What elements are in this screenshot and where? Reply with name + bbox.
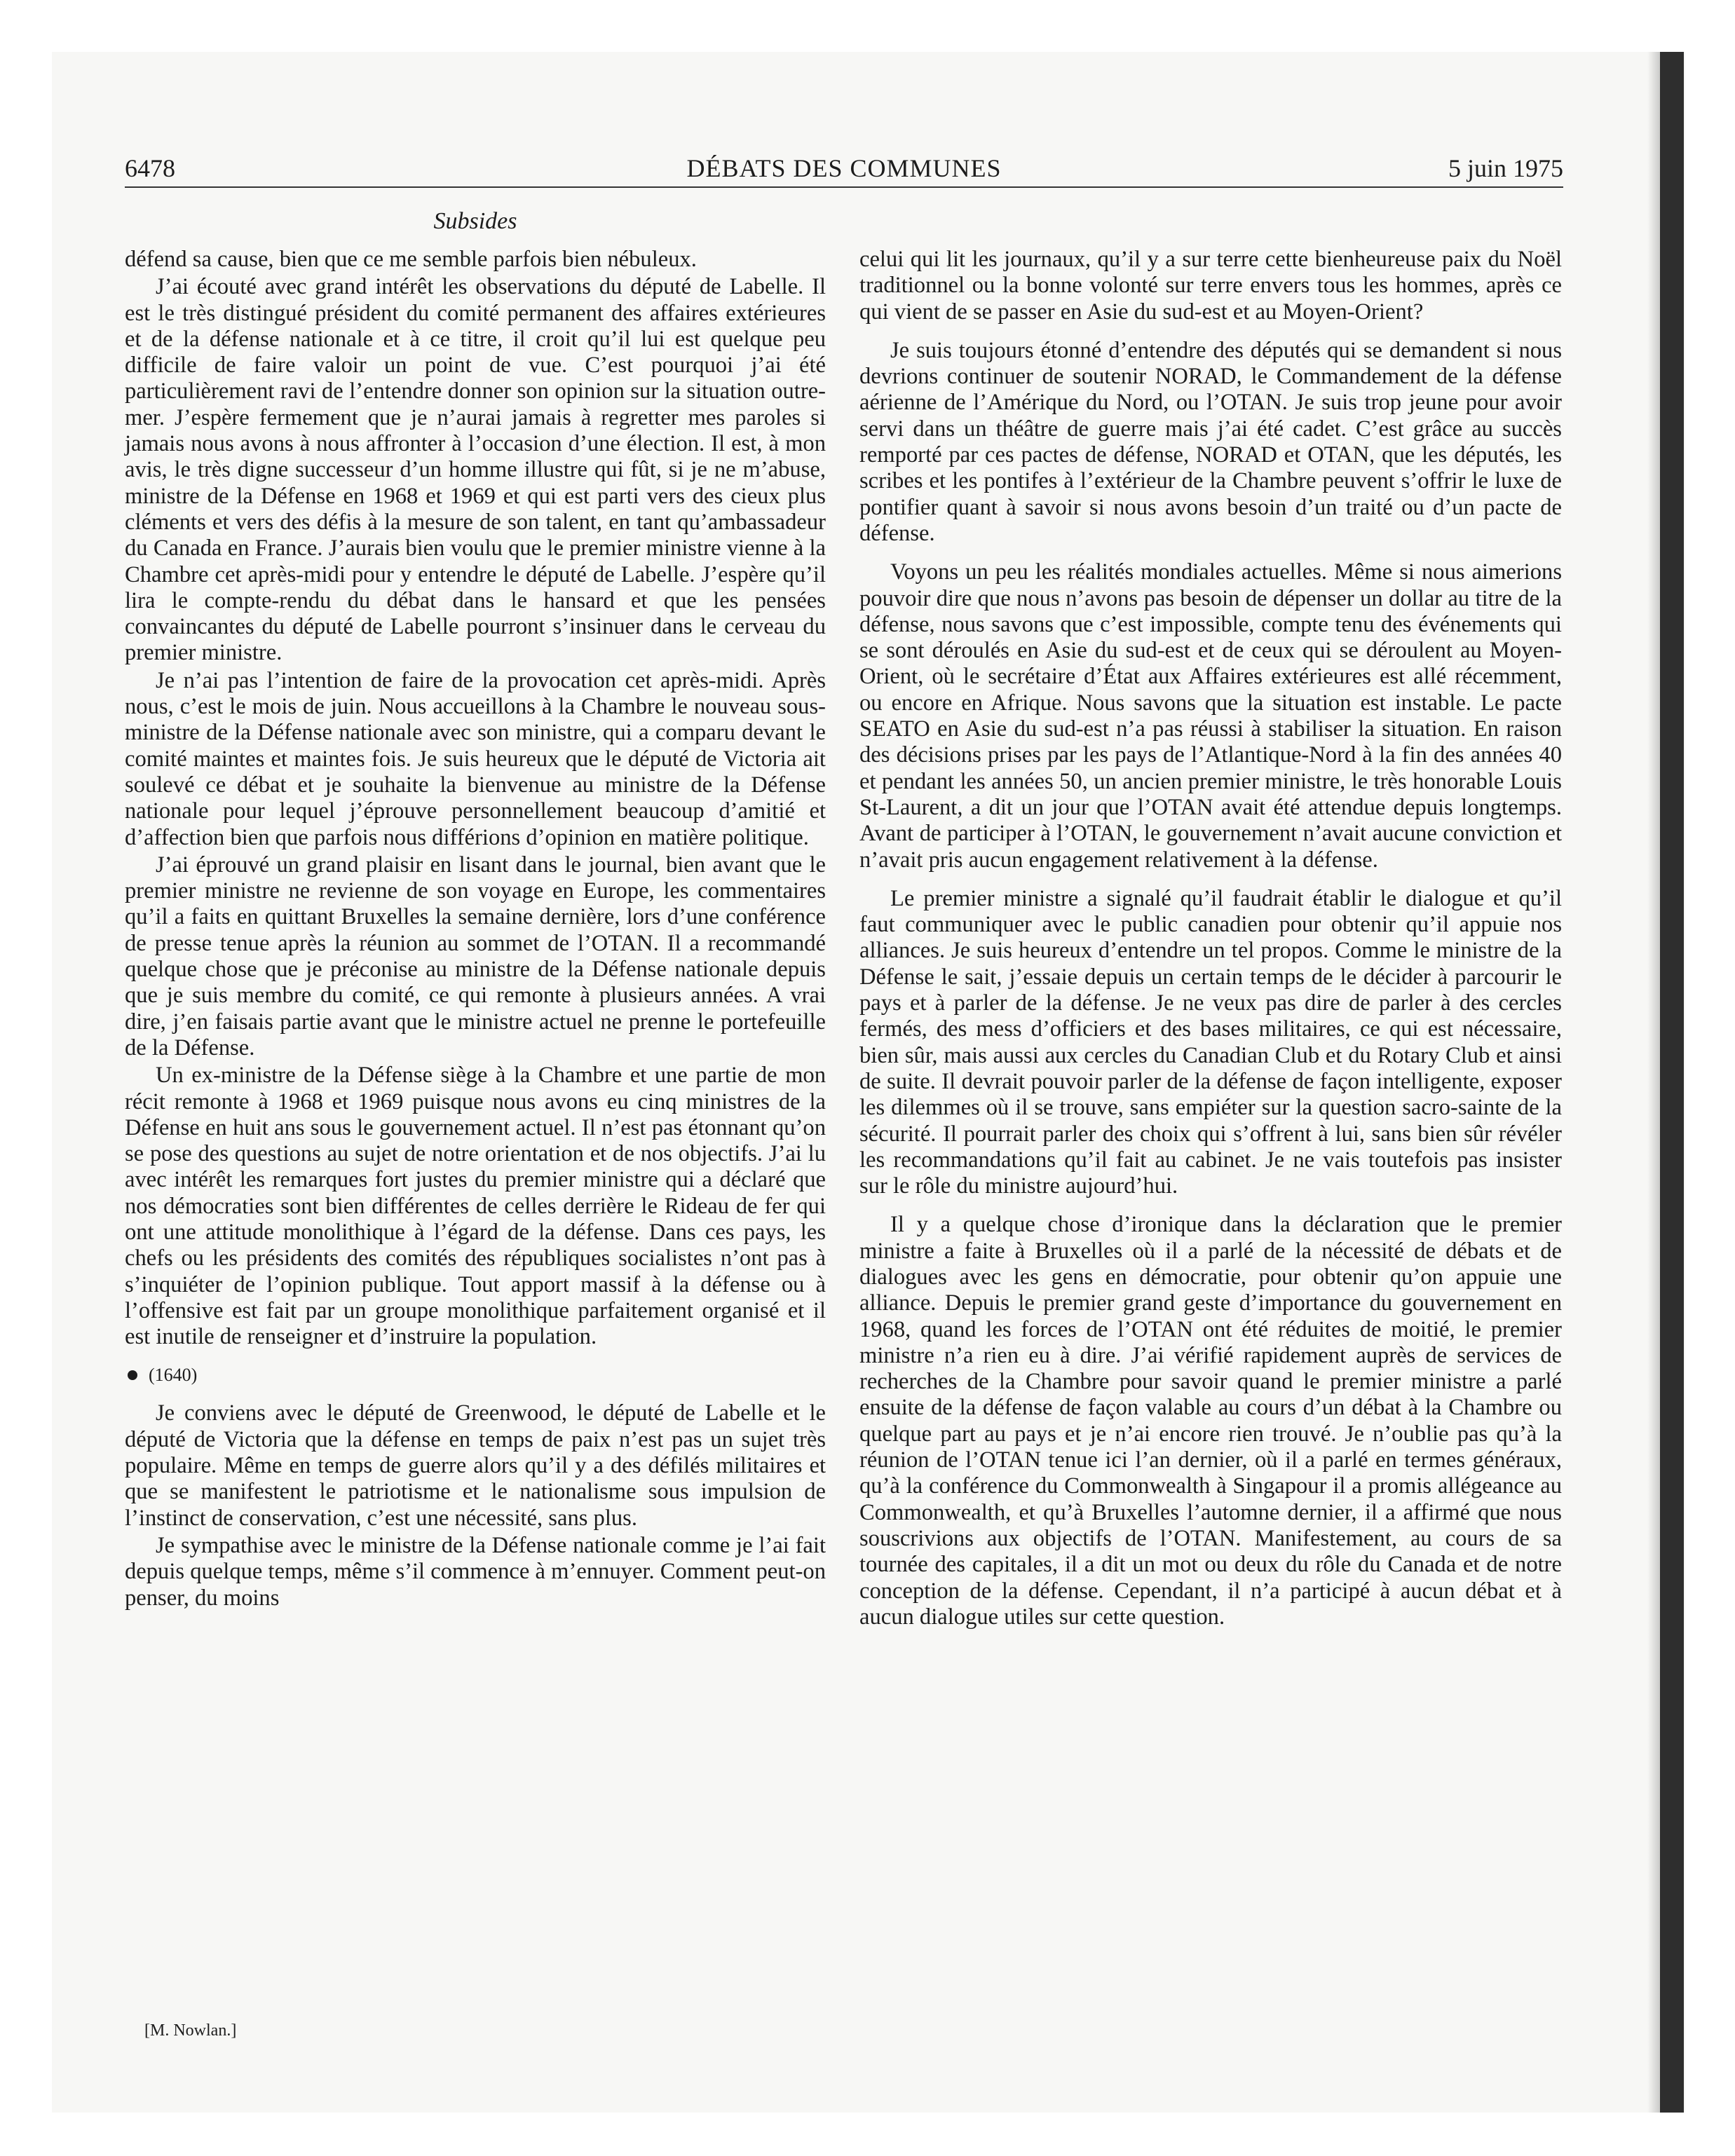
issue-date: 5 juin 1975 <box>1448 154 1563 182</box>
paragraph: Voyons un peu les réalités mondiales actuelles. Même si nous aimerions pouvoir dire que nous n’avons pas besoin de dépenser un dollar au titre de la défense, nous savons que c’est impossible, compte tenu des événements qui se sont déroulés en Asie du sud-est et de ceux qui se déroulent au Moyen-Orient, où le secrétaire d’État aux Affaires extérieures est allé récemment, ou encore en Afrique. Nous savons que la situation est instable. Le pacte SEATO en Asie du sud-est n’a pas réussi à stabiliser la situation. En raison des décisions prises par les pays de l’Atlantique-Nord à la fin des années 40 et pendant les années 50, un ancien premier ministre, le très honorable Louis St-Laurent, a dit un jour que l’OTAN avait été attendue depuis longtemps. Avant de participer à l’OTAN, le gouvernement n’avait aucune conviction et n’avait pris aucun engagement relativement à la défense. <box>859 559 1562 873</box>
binding-shadow <box>1647 52 1660 2113</box>
paragraph: Je n’ai pas l’intention de faire de la provocation cet après-midi. Après nous, c’est le mois de juin. Nous accueillons à la Chambre le nouveau sous-ministre de la Défense nationale avec son ministre, qui a comparu devant le comité maintes et maintes fois. Je suis heureux que le député de Victoria ait soulevé ce débat et je souhaite la bienvenue au ministre de la Défense nationale pour lequel j’éprouve personnellement beaucoup d’amitié et d’affection bien que parfois nous différions d’opinion en matière politique. <box>125 667 826 850</box>
paragraph: J’ai écouté avec grand intérêt les observations du député de Labelle. Il est le très distingué président du comité permanent des affaires extérieures et de la défense nationale et à ce titre, il croit qu’il lui est quelque peu difficile de faire valoir un point de vue. C’est pourquoi j’ai été particulièrement ravi de l’entendre donner son opinion sur la situation outre-mer. J’espère fermement que je n’aurai jamais à regretter mes paroles si jamais nous avons à nous affronter à l’occasion d’une élection. Il est, à mon avis, le très digne successeur d’un homme illustre qui fût, si je ne m’abuse, ministre de la Défense en 1968 et 1969 et qui est parti vers des cieux plus cléments et vers des défis à la mesure de son talent, en tant qu’ambassadeur du Canada en France. J’aurais bien voulu que le premier ministre vienne à la Chambre cet après-midi pour y entendre le député de Labelle. J’espère qu’il lira le compte-rendu du débat dans le hansard et que les pensées convaincantes du député de Labelle pourront s’insinuer dans le cerveau du premier ministre. <box>125 274 826 666</box>
paragraph: celui qui lit les journaux, qu’il y a sur terre cette bienheureuse paix du Noël traditionnel ou la bonne volonté sur terre envers tous les hommes, après ce qui vient de se passer en Asie du sud-est et au Moyen-Orient? <box>859 247 1562 325</box>
paragraph: Je conviens avec le député de Greenwood, le député de Labelle et le député de Victoria que la défense en temps de paix n’est pas un sujet très populaire. Même en temps de guerre alors qu’il y a des défilés militaires et que se manifestent le patriotisme et le nationalisme sous impulsion de l’instinct de conservation, c’est une nécessité, sans plus. <box>125 1400 826 1531</box>
left-column <box>125 247 826 1611</box>
section-heading: Subsides <box>433 208 517 234</box>
paragraph: Je sympathise avec le ministre de la Défense nationale comme je l’ai fait depuis quelque temps, même s’il commence à m’ennuyer. Comment peut-on penser, du moins <box>125 1532 826 1611</box>
right-column <box>859 247 1562 1630</box>
paragraph: défend sa cause, bien que ce me semble parfois bien nébuleux. <box>125 247 697 272</box>
time-marker <box>125 1361 826 1389</box>
paragraph: J’ai éprouvé un grand plaisir en lisant dans le journal, bien avant que le premier ministre ne revienne de son voyage en Europe, les commentaires qu’il a faits en quittant Bruxelles la semaine dernière, lors d’une conférence de presse tenue après la réunion au sommet de l’OTAN. Il a recommandé quelque chose que je préconise au ministre de la Défense nationale depuis que je suis membre du comité, ce qui remonte à plusieurs années. A vrai dire, j’en faisais partie avant que le ministre actuel ne prenne le portefeuille de la Défense. <box>125 852 826 1060</box>
time-marker-text: (1640) <box>149 1365 198 1386</box>
paragraph: Je suis toujours étonné d’entendre des députés qui se demandent si nous devrions continuer de soutenir NORAD, le Commandement de la défense aérienne de l’Amérique du Nord, ou l’OTAN. Je suis trop jeune pour avoir servi dans un théâtre de guerre mais j’ai été cadet. C’est grâce au succès remporté par ces pactes de défense, NORAD et OTAN, que les députés, les scribes et les pontifes à l’extérieur de la Chambre peuvent s’offrir le luxe de pontifier quant à savoir si nous avons besoin d’un traité ou d’un pacte de défense. <box>859 337 1562 546</box>
paragraph: Il y a quelque chose d’ironique dans la déclaration que le premier ministre a faite à Bruxelles où il a parlé de la nécessité de débats et de dialogues avec les gens en démocratie, pour obtenir qu’on appuie une alliance. Depuis le premier grand geste d’importance du gouvernement en 1968, quand les forces de l’OTAN ont été réduites de moitié, le premier ministre n’a rien eu à dire. J’ai vérifié rapidement auprès de services de recherches de la Chambre pour savoir quand le premier ministre a parlé ensuite de la défense de façon valable au cours d’un débat à la Chambre ou quelque part au pays et je n’ai encore rien trouvé. Je n’oublie pas qu’à la réunion de l’OTAN tenue ici l’an dernier, où il a parlé en termes généraux, qu’à la conférence du Commonwealth à Singapour il a promis allégeance au Commonwealth, et qu’à Bruxelles l’automne dernier, il a affirmé que nous souscrivions aux objectifs de l’OTAN. Manifestement, au cours de sa tournée des capitales, il a dit un mot ou deux du rôle du Canada et de notre conception de la défense. Cependant, il n’a participé à aucun débat et à aucun dialogue utiles sur cette question. <box>859 1212 1562 1630</box>
bullet-icon <box>128 1370 137 1380</box>
speaker-tag: [M. Nowlan.] <box>144 2021 237 2040</box>
paragraph: Un ex-ministre de la Défense siège à la Chambre et une partie de mon récit remonte à 1968 et 1969 puisque nous avons eu cinq ministres de la Défense en huit ans sous le gouvernement actuel. Il n’est pas étonnant qu’on se pose des questions au sujet de notre orientation et de nos objectifs. J’ai lu avec intérêt les remarques fort justes du premier ministre qui a déclaré que nos démocraties sont bien différentes de celles derrière le Rideau de fer qui ont une attitude monolithique à l’égard de la défense. Dans ces pays, les chefs ou les présidents des comités des républiques socialistes n’ont pas à s’inquiéter de l’opinion publique. Tout apport massif à la défense ou à l’offensive est fait par un groupe monolithique parfaitement organisé et il est inutile de renseigner et d’instruire la population. <box>125 1063 826 1350</box>
journal-title: DÉBATS DES COMMUNES <box>686 154 1002 182</box>
scan-edge-bar <box>1660 52 1684 2113</box>
page-number: 6478 <box>125 154 175 182</box>
running-header <box>125 153 1563 188</box>
paragraph: Le premier ministre a signalé qu’il faudrait établir le dialogue et qu’il faut communiquer avec le public canadien pour obtenir qu’il appuie nos alliances. Je suis heureux d’entendre un tel propos. Comme le ministre de la Défense le sait, j’essaie depuis un certain temps de le décider à parcourir le pays et à parler de la défense. Je ne veux pas dire de parler à des cercles fermés, des mess d’officiers et des bases militaires, ce qui est nécessaire, bien sûr, mais aussi aux cercles du Canadian Club et du Rotary Club et ainsi de suite. Il devrait pouvoir parler de la défense de façon intelligente, exposer les dilemmes où il se trouve, sans empiéter sur la question sacro-sainte de la sécurité. Il pourrait parler des choix qui s’offrent à lui, sans bien sûr révéler les recommandations qu’il fait au cabinet. Je ne vais toutefois pas insister sur le rôle du ministre aujourd’hui. <box>859 885 1562 1199</box>
